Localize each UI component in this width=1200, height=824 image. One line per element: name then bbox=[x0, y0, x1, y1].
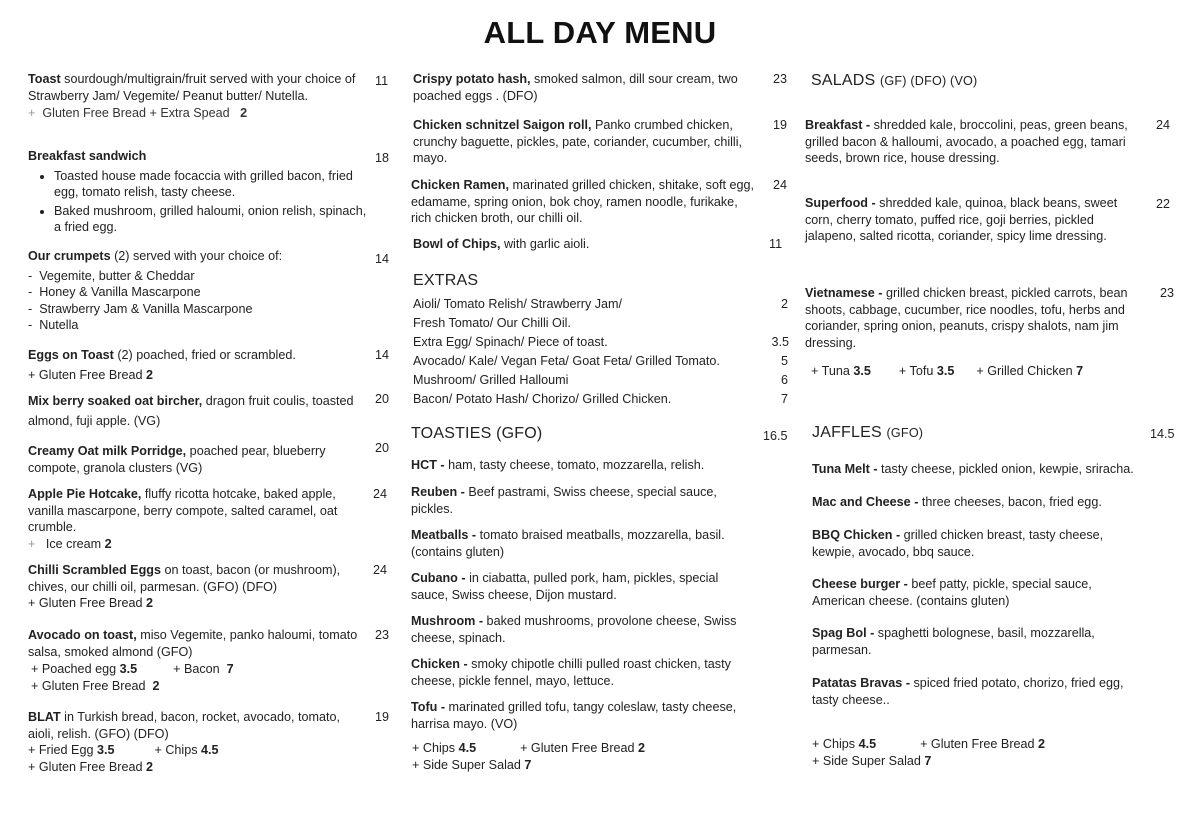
extras-text: Fresh Tomato/ Our Chilli Oil. bbox=[413, 316, 571, 330]
item-desc: beef patty, pickle, special sauce, American cheese. (contains gluten) bbox=[812, 577, 1092, 608]
addon-price: 3.5 bbox=[119, 662, 138, 676]
salad-item bbox=[805, 285, 1130, 351]
jaffle-item bbox=[812, 625, 1132, 658]
addon-text: + Gluten Free Bread bbox=[520, 741, 635, 755]
item-name: Tuna Melt - bbox=[812, 462, 878, 476]
item-name: Cheese burger - bbox=[812, 577, 908, 591]
menu-item-chips bbox=[413, 236, 758, 253]
item-price: 19 bbox=[773, 118, 788, 132]
item-desc: with garlic aioli. bbox=[500, 237, 590, 251]
item-desc: three cheeses, bacon, fried egg. bbox=[918, 495, 1102, 509]
menu-item-porridge bbox=[28, 443, 338, 476]
addon-text: + Bacon bbox=[173, 662, 220, 676]
addon-price: 2 bbox=[145, 596, 153, 610]
extras-row bbox=[413, 372, 788, 389]
item-price: 19 bbox=[375, 710, 390, 724]
toastie-item bbox=[411, 656, 756, 689]
menu-title: ALL DAY MENU bbox=[483, 15, 717, 50]
item-name: Spag Bol - bbox=[812, 626, 875, 640]
jaffle-item bbox=[812, 494, 1172, 511]
item-desc: Beef pastrami, Swiss cheese, special sauce, pickles. bbox=[411, 485, 717, 516]
jaffles-addons bbox=[812, 736, 1172, 769]
item-name: HCT - bbox=[411, 458, 445, 472]
option-item: • Toasted house made focaccia with grilled bacon, fried egg, tomato relish, tasty cheese. bbox=[54, 168, 373, 201]
item-name: Breakfast - bbox=[805, 118, 871, 132]
menu-item-hotcake bbox=[28, 486, 368, 552]
item-price: 20 bbox=[375, 441, 390, 455]
item-desc: (2) poached, fried or scrambled. bbox=[113, 348, 296, 362]
item-desc: spaghetti bolognese, basil, mozzarella, parmesan. bbox=[812, 626, 1095, 657]
section-title-salads bbox=[811, 73, 977, 90]
addon-text: + Poached egg bbox=[31, 662, 117, 676]
option-item: • Baked mushroom, grilled haloumi, onion relish, spinach, a fried egg. bbox=[54, 203, 373, 236]
item-name: Mushroom - bbox=[411, 614, 484, 628]
item-name: Crispy potato hash, bbox=[413, 72, 531, 86]
item-name: Cubano - bbox=[411, 571, 466, 585]
extras-text: Extra Egg/ Spinach/ Piece of toast. bbox=[413, 335, 608, 349]
item-desc: shredded kale, quinoa, black beans, sweet corn, cherry tomato, puffed rice, goji berries, pickled jalapeno, salted ricotta, coriander, spicy lime dressing. bbox=[805, 196, 1118, 243]
addon-price: 2 bbox=[104, 536, 112, 551]
item-desc: marinated grilled chicken, shitake, soft egg, edamame, spring onion, bok choy, ramen noodle, furikake, rich chicken broth, our chilli oil. bbox=[411, 178, 754, 225]
item-name: Breakfast sandwich bbox=[28, 149, 147, 163]
item-name: Our crumpets bbox=[28, 249, 111, 263]
item-price: 23 bbox=[375, 628, 390, 642]
addon-prefix: + bbox=[28, 106, 36, 120]
item-price: 23 bbox=[1160, 286, 1175, 300]
item-price: 24 bbox=[373, 563, 388, 577]
menu-item-crumpets bbox=[28, 248, 368, 334]
option-item: - Strawberry Jam & Vanilla Mascarpone bbox=[28, 301, 368, 318]
menu-item-eggs-on-toast bbox=[28, 347, 368, 383]
item-name: Chicken schnitzel Saigon roll, bbox=[413, 118, 592, 132]
item-desc: smoky chipotle chilli pulled roast chicken, tasty cheese, pickle fennel, mayo, lettuce. bbox=[411, 657, 731, 688]
item-desc: grilled chicken breast, pickled carrots, bean shoots, cabbage, cucumber, rice noodles, tofu, herbs and coriander, spring onion, peanuts, crispy shalots, nam jim dressing. bbox=[805, 286, 1128, 350]
extras-text: Mushroom/ Grilled Halloumi bbox=[413, 373, 569, 387]
menu-item-avocado bbox=[28, 627, 368, 694]
toastie-item bbox=[411, 484, 756, 517]
item-price: 24 bbox=[373, 487, 388, 501]
section-name: TOASTIES bbox=[411, 425, 492, 442]
item-desc: baked mushrooms, provolone cheese, Swiss cheese, spinach. bbox=[411, 614, 737, 645]
addon-price: 7 bbox=[924, 753, 932, 768]
section-tag: (GF) (DFO) (VO) bbox=[880, 74, 978, 88]
toasties-addons bbox=[412, 740, 757, 773]
addon-text: + Chips bbox=[812, 737, 856, 751]
toastie-item bbox=[411, 457, 756, 474]
addon-text: Gluten Free Bread + Extra Spead bbox=[42, 106, 230, 120]
item-name: Reuben - bbox=[411, 485, 465, 499]
item-desc: miso Vegemite, panko haloumi, tomato salsa, smoked almond (GFO) bbox=[28, 628, 358, 659]
extras-price: 7 bbox=[780, 392, 788, 406]
salad-item bbox=[805, 117, 1130, 167]
item-desc: tomato braised meatballs, mozzarella, basil. (contains gluten) bbox=[411, 528, 725, 559]
extras-price: 3.5 bbox=[771, 335, 789, 349]
extras-price: 6 bbox=[780, 373, 788, 387]
menu-item-breakfast-sandwich bbox=[28, 148, 373, 238]
item-name: Bowl of Chips, bbox=[413, 237, 501, 251]
section-name: SALADS bbox=[811, 72, 876, 89]
addon-price: 2 bbox=[1038, 737, 1046, 751]
extras-row bbox=[413, 315, 788, 332]
addon-text: + Chips bbox=[154, 743, 198, 757]
item-price: 22 bbox=[1156, 197, 1171, 211]
toastie-item bbox=[411, 527, 761, 560]
extras-row bbox=[413, 296, 788, 313]
jaffle-item bbox=[812, 576, 1132, 609]
addon-price: 3.5 bbox=[96, 743, 115, 757]
item-price: 24 bbox=[1156, 118, 1171, 132]
item-name: Meatballs - bbox=[411, 528, 477, 542]
option-item: - Honey & Vanilla Mascarpone bbox=[28, 284, 368, 301]
salad-item bbox=[805, 195, 1120, 245]
section-price: 14.5 bbox=[1150, 427, 1175, 441]
addon-text: + Gluten Free Bread bbox=[28, 367, 143, 382]
item-desc: shredded kale, broccolini, peas, green beans, grilled bacon & halloumi, avocado, a poached egg, tamari seeds, brown rice, house dressing. bbox=[805, 118, 1128, 165]
section-tag: (GFO) bbox=[496, 425, 543, 442]
item-price: 11 bbox=[769, 237, 783, 251]
addon-text: + Chips bbox=[412, 741, 456, 755]
option-item: - Vegemite, butter & Cheddar bbox=[28, 268, 368, 285]
item-desc: dragon fruit coulis, toasted almond, fuji apple. (VG) bbox=[28, 394, 354, 428]
toastie-item bbox=[411, 570, 756, 603]
addon-price: 3.5 bbox=[936, 364, 955, 378]
item-name: Apple Pie Hotcake, bbox=[28, 487, 142, 501]
addon-text: + Side Super Salad bbox=[812, 753, 921, 768]
item-price: 18 bbox=[375, 151, 390, 165]
item-desc: marinated grilled tofu, tangy coleslaw, tasty cheese, harrisa mayo. (VO) bbox=[411, 700, 737, 731]
addon-price: 2 bbox=[145, 367, 153, 382]
section-title-toasties bbox=[411, 426, 542, 443]
item-name: Mac and Cheese - bbox=[812, 495, 919, 509]
extras-text: Aioli/ Tomato Relish/ Strawberry Jam/ bbox=[413, 297, 623, 311]
item-name: Patatas Bravas - bbox=[812, 676, 911, 690]
extras-row bbox=[413, 334, 789, 351]
toastie-item bbox=[411, 613, 756, 646]
item-desc: poached pear, blueberry compote, granola clusters (VG) bbox=[28, 444, 326, 475]
menu-item-toast bbox=[28, 71, 368, 122]
item-desc: ham, tasty cheese, tomato, mozzarella, relish. bbox=[444, 458, 705, 472]
item-name: Chilli Scrambled Eggs bbox=[28, 563, 161, 577]
addon-text: + Gluten Free Bread bbox=[31, 678, 146, 693]
addon-price: 7 bbox=[524, 757, 532, 772]
item-name: Superfood - bbox=[805, 196, 876, 210]
jaffle-item bbox=[812, 527, 1132, 560]
option-list bbox=[28, 168, 373, 236]
addon-text: + Gluten Free Bread bbox=[920, 737, 1035, 751]
item-desc: spiced fried potato, chorizo, fried egg, tasty cheese.. bbox=[812, 676, 1124, 707]
extras-text: Bacon/ Potato Hash/ Chorizo/ Grilled Chicken. bbox=[413, 392, 672, 406]
addon-price: 3.5 bbox=[853, 364, 871, 378]
section-title-jaffles bbox=[812, 425, 923, 442]
addon-text: + Gluten Free Bread bbox=[28, 759, 143, 774]
addon-text: + Grilled Chicken bbox=[976, 364, 1073, 378]
addon-price: 7 bbox=[226, 662, 234, 676]
addon-text: + Gluten Free Bread bbox=[28, 596, 143, 610]
jaffle-item bbox=[812, 675, 1152, 708]
item-name: Creamy Oat milk Porridge, bbox=[28, 444, 187, 458]
section-price: 16.5 bbox=[763, 429, 788, 443]
menu-item-schnitzel-roll bbox=[413, 117, 763, 167]
item-name: Mix berry soaked oat bircher, bbox=[28, 394, 203, 408]
addon-price: 4.5 bbox=[858, 737, 877, 751]
item-name: Chicken Ramen, bbox=[411, 178, 509, 192]
addon-text: + Tofu bbox=[898, 364, 934, 378]
item-name: BLAT bbox=[28, 710, 61, 724]
jaffle-item bbox=[812, 461, 1172, 478]
option-item: - Nutella bbox=[28, 317, 368, 334]
addon-price: 2 bbox=[240, 106, 248, 120]
menu-item-ramen bbox=[411, 177, 756, 227]
addon-price: 2 bbox=[145, 759, 153, 774]
addon-price: 7 bbox=[1076, 364, 1084, 378]
section-tag: (GFO) bbox=[886, 426, 924, 440]
item-desc: smoked salmon, dill sour cream, two poached eggs . (DFO) bbox=[413, 72, 738, 103]
menu-item-chilli-eggs bbox=[28, 562, 368, 612]
item-desc: in Turkish bread, bacon, rocket, avocado, tomato, aioli, relish. (GFO) (DFO) bbox=[28, 710, 340, 741]
item-price: 20 bbox=[375, 392, 390, 406]
item-name: Avocado on toast, bbox=[28, 628, 137, 642]
menu-item-bircher bbox=[28, 391, 368, 431]
extras-text: Avocado/ Kale/ Vegan Feta/ Goat Feta/ Grilled Tomato. bbox=[413, 354, 720, 368]
extras-price: 2 bbox=[780, 297, 788, 311]
item-price: 14 bbox=[375, 252, 390, 266]
item-desc: in ciabatta, pulled pork, ham, pickles, special sauce, Swiss cheese, Dijon mustard. bbox=[411, 571, 719, 602]
extras-row bbox=[413, 353, 788, 370]
item-name: Eggs on Toast bbox=[28, 348, 114, 362]
section-name: JAFFLES bbox=[812, 424, 882, 441]
item-name: Chicken - bbox=[411, 657, 468, 671]
item-price: 14 bbox=[375, 348, 390, 362]
addon-price: 4.5 bbox=[201, 743, 219, 757]
extras-row bbox=[413, 391, 788, 408]
menu-item-blat bbox=[28, 709, 368, 775]
addon-prefix: + bbox=[28, 536, 36, 551]
addon-price: 4.5 bbox=[458, 741, 477, 755]
item-desc: sourdough/multigrain/fruit served with your choice of Strawberry Jam/ Vegemite/ Peanut butter/ Nutella. bbox=[28, 72, 356, 103]
item-name: Tofu - bbox=[411, 700, 446, 714]
item-desc: fluffy ricotta hotcake, baked apple, vanilla mascarpone, berry compote, salted caramel, oat crumble. bbox=[28, 487, 338, 534]
option-list bbox=[28, 268, 368, 334]
item-name: Vietnamese - bbox=[805, 286, 883, 300]
toastie-item bbox=[411, 699, 756, 732]
extras-price: 5 bbox=[780, 354, 788, 368]
menu-item-potato-hash bbox=[413, 71, 758, 104]
item-name: BBQ Chicken - bbox=[812, 528, 901, 542]
item-desc: grilled chicken breast, tasty cheese, kewpie, avocado, bbq sauce. bbox=[812, 528, 1104, 559]
salads-addons bbox=[811, 363, 1171, 380]
addon-text: Ice cream bbox=[45, 536, 102, 551]
addon-price: 2 bbox=[152, 678, 160, 693]
item-price: 24 bbox=[773, 178, 788, 192]
section-title-extras: EXTRAS bbox=[413, 272, 479, 289]
addon-text: + Tuna bbox=[811, 364, 850, 378]
addon-text: + Side Super Salad bbox=[412, 757, 521, 772]
item-price: 23 bbox=[773, 72, 788, 86]
item-desc: on toast, bacon (or mushroom), chives, our chilli oil, parmesan. (GFO) (DFO) bbox=[28, 563, 341, 594]
item-price: 11 bbox=[375, 74, 389, 88]
addon-text: + Fried Egg bbox=[28, 743, 94, 757]
item-desc: Panko crumbed chicken, crunchy baguette, pickles, pate, coriander, cucumber, chilli, mayo. bbox=[413, 118, 743, 165]
item-name: Toast bbox=[28, 72, 61, 86]
item-desc: tasty cheese, pickled onion, kewpie, sriracha. bbox=[877, 462, 1134, 476]
item-desc: (2) served with your choice of: bbox=[110, 249, 283, 263]
addon-price: 2 bbox=[638, 741, 646, 755]
